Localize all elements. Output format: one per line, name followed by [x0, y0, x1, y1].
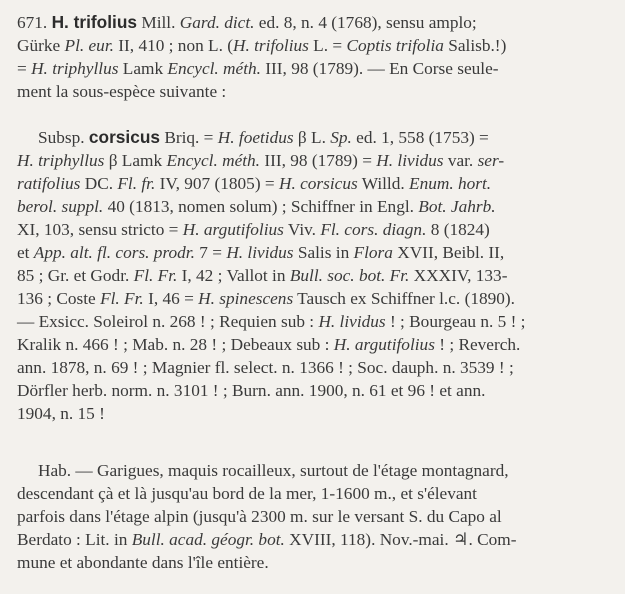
taxon-name: H. trifolius	[51, 12, 138, 32]
italic-reference: Fl. Fr.	[100, 289, 144, 308]
text-run: ! ; Reverch.	[434, 335, 521, 354]
text-run: ed. 1, 558 (1753) =	[351, 128, 489, 147]
italic-reference: Flora	[353, 243, 393, 262]
text-line	[0, 482, 625, 505]
text-run: Salisb.!)	[443, 36, 507, 55]
italic-reference: Sp.	[330, 128, 352, 147]
text-run: L. =	[308, 36, 347, 55]
italic-reference: H. lividus	[226, 243, 294, 262]
text-line	[0, 126, 625, 149]
text-run: III, 98 (1789). — En Corse seule-	[260, 59, 499, 78]
text-run: — Exsicc. Soleirol n. 268 ! ; Requien sub :	[17, 312, 319, 331]
text-run: Willd.	[357, 174, 410, 193]
text-run: IV, 907 (1805) =	[155, 174, 279, 193]
text-line	[0, 551, 625, 574]
habitat-paragraph	[0, 459, 625, 574]
italic-reference: H. foetidus	[217, 128, 294, 147]
text-line	[0, 264, 625, 287]
text-line	[0, 379, 625, 402]
text-run: var.	[443, 151, 478, 170]
italic-reference: H. lividus	[376, 151, 444, 170]
italic-reference: Fl. cors. diagn.	[320, 220, 427, 239]
text-run: 40 (1813, nomen solum) ; Schiffner in Engl.	[103, 197, 419, 216]
subspecies-corsicus-paragraph	[0, 126, 625, 425]
text-line	[0, 34, 625, 57]
text-run: Lamk	[118, 59, 168, 78]
text-line	[0, 310, 625, 333]
italic-reference: Encycl. méth.	[166, 151, 260, 170]
text-line	[0, 11, 625, 34]
italic-reference: Bull. acad. géogr. bot.	[131, 530, 285, 549]
italic-reference: berol. suppl.	[17, 197, 104, 216]
text-line	[0, 195, 625, 218]
text-run: ! ; Bourgeau n. 5 ! ;	[385, 312, 526, 331]
text-run: mune et abondante dans l'île entière.	[17, 553, 269, 572]
text-run: XVIII, 118). Nov.-mai. ♃. Com-	[284, 530, 517, 549]
text-run: β L.	[293, 128, 331, 147]
text-run: 136 ; Coste	[17, 289, 101, 308]
text-run: ment la sous-espèce suivante :	[17, 82, 227, 101]
italic-reference: Coptis trifolia	[346, 36, 444, 55]
text-line	[0, 528, 625, 551]
text-line	[0, 149, 625, 172]
italic-reference: Fl. fr.	[117, 174, 156, 193]
text-run: ann. 1878, n. 69 ! ; Magnier fl. select. n. 1366 ! ; Soc. dauph. n. 3539 ! ;	[17, 358, 514, 377]
text-run: Gürke	[17, 36, 65, 55]
italic-reference: Gard. dict.	[179, 13, 255, 32]
italic-reference: Fl. Fr.	[133, 266, 178, 285]
text-line	[0, 402, 625, 425]
text-line	[0, 287, 625, 310]
italic-reference: H. triphyllus	[17, 151, 105, 170]
text-run: I, 46 =	[143, 289, 199, 308]
italic-reference: Bot. Jahrb.	[418, 197, 496, 216]
text-run: III, 98 (1789) =	[260, 151, 377, 170]
text-run: Subsp.	[38, 128, 89, 147]
text-run: β Lamk	[104, 151, 167, 170]
text-run: Salis in	[293, 243, 354, 262]
text-line	[0, 333, 625, 356]
italic-reference: H. argutifolius	[182, 220, 284, 239]
text-run: I, 42 ; Vallot in	[177, 266, 290, 285]
text-line	[0, 241, 625, 264]
text-run: XVII, Beibl. II,	[392, 243, 505, 262]
italic-reference: ser-	[477, 151, 505, 170]
text-line	[0, 218, 625, 241]
text-line	[0, 80, 625, 103]
text-run: Berdato : Lit. in	[17, 530, 132, 549]
text-line	[0, 459, 625, 482]
text-run: Hab. — Garigues, maquis rocailleux, surtout de l'étage montagnard,	[38, 461, 509, 480]
text-run: Briq. =	[160, 128, 218, 147]
text-run: ed. 8, n. 4 (1768), sensu amplo;	[254, 13, 477, 32]
text-run: 671.	[17, 13, 52, 32]
text-run: XI, 103, sensu stricto =	[17, 220, 183, 239]
text-run: 7 =	[194, 243, 227, 262]
text-run: XXXIV, 133-	[409, 266, 508, 285]
italic-reference: App. alt. fl. cors. prodr.	[33, 243, 195, 262]
entry-671-paragraph	[0, 11, 625, 103]
text-run: et	[17, 243, 34, 262]
text-run: 8 (1824)	[426, 220, 490, 239]
text-line	[0, 505, 625, 528]
text-line	[0, 172, 625, 195]
text-run: Kralik n. 466 ! ; Mab. n. 28 ! ; Debeaux sub :	[17, 335, 334, 354]
italic-reference: H. spinescens	[198, 289, 294, 308]
italic-reference: H. lividus	[318, 312, 386, 331]
italic-reference: H. triphyllus	[31, 59, 119, 78]
italic-reference: ratifolius	[17, 174, 81, 193]
text-run: DC.	[80, 174, 118, 193]
italic-reference: Enum. hort.	[409, 174, 492, 193]
text-line	[0, 356, 625, 379]
italic-reference: H. trifolius	[233, 36, 309, 55]
italic-reference: Encycl. méth.	[167, 59, 261, 78]
text-run: 85 ; Gr. et Godr.	[17, 266, 134, 285]
text-run: Dörfler herb. norm. n. 3101 ! ; Burn. ann. 1900, n. 61 et 96 ! et ann.	[17, 381, 486, 400]
text-run: descendant çà et là jusqu'au bord de la mer, 1-1600 m., et s'élevant	[17, 484, 477, 503]
text-run: Tausch ex Schiffner l.c. (1890).	[293, 289, 515, 308]
taxon-name: corsicus	[88, 127, 160, 147]
italic-reference: H. corsicus	[278, 174, 358, 193]
text-run: Viv.	[283, 220, 321, 239]
text-run: II, 410 ; non L. (	[113, 36, 233, 55]
italic-reference: H. argutifolius	[333, 335, 435, 354]
italic-reference: Pl. eur.	[64, 36, 114, 55]
text-run: parfois dans l'étage alpin (jusqu'à 2300 m. sur le versant S. du Capo al	[17, 507, 502, 526]
text-run: Mill.	[137, 13, 180, 32]
italic-reference: Bull. soc. bot. Fr.	[289, 266, 410, 285]
text-run: =	[17, 59, 32, 78]
text-run: 1904, n. 15 !	[17, 404, 105, 423]
text-line	[0, 57, 625, 80]
